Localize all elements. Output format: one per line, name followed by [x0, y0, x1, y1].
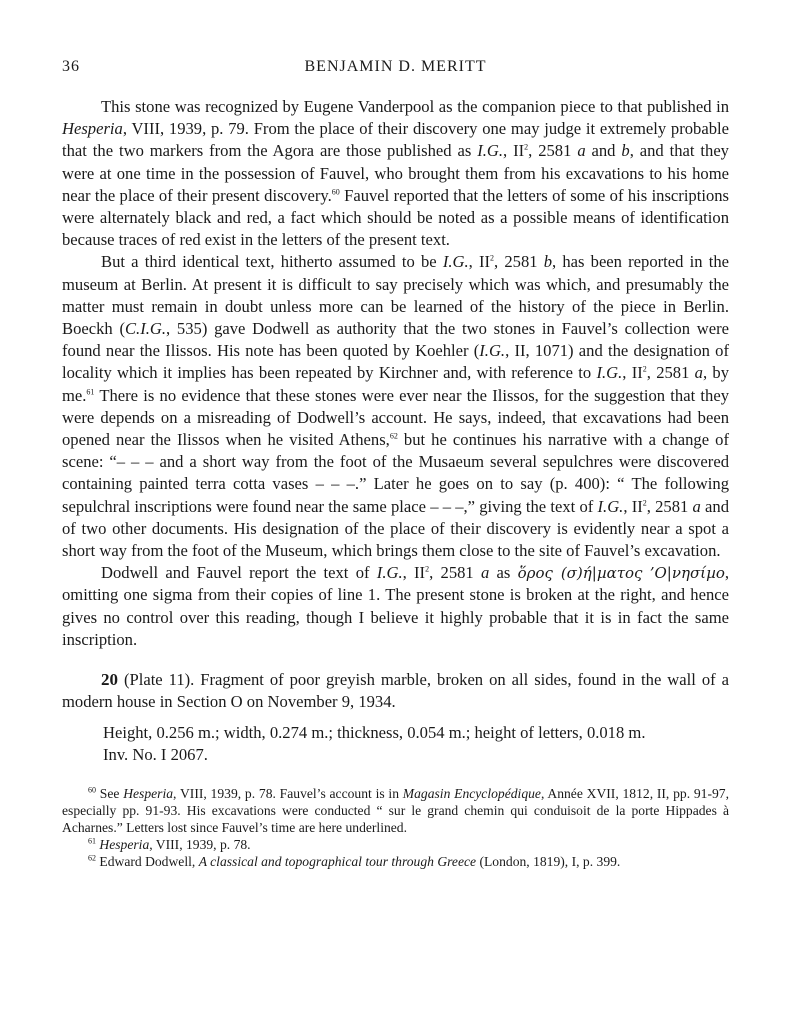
footnote-ref-62: 62 [389, 431, 398, 441]
body-text [62, 96, 729, 651]
footnotes [62, 785, 729, 870]
catalog-entry [62, 669, 729, 766]
footnote-ref-60: 60 [331, 187, 340, 197]
footnote-61: $^{61}$ Hesperia, VIII, 1939, p. 78. [88, 836, 251, 853]
entry-number: 20 [101, 670, 118, 690]
paragraph-2: But a third identical text, hitherto assumed to be I.G., $II^2$, 2581 b, has been reported in the museum at Berlin. At present it is difficult to say precisely which was which, and presumably the matter must remain in doubt unless more can be learned of the history of the piece in Berlin. Boeckh (C.I.G., 535) gave Dodwell as authority that the two stones in Fauvel’s collection were found near the Ilissos. His note has been quoted by Koehler (I.G., II, 1071) and the designation of locality which it implies has been repeated by Kirchner and, with reference to I.G., $II^2$, 2581 a, by me.$^{61}$ There is no evidence that these stones were ever near the Ilissos, for the suggestion that they were depends on a misreading of Dodwell’s account. He says, indeed, that excavations had been opened near the Ilissos when he visited Athens,$^{62}$ but he continues his narrative with a change of scene: “– – – and a short way from the foot of the Musaeum several sepulchres were discovered containing painted terra cotta vases – – –.” Later he goes on to say (p. 400): “ The following sepulchral inscriptions were found near the same place – – –,” giving the text of I.G., $II^2$, 2581 a and of two other documents. His designation of the place of their discovery is evidently near a spot a short way from the foot of the Museum, which brings them close to the site of Fauvel’s excavation. [62, 252, 729, 561]
page-header [62, 58, 729, 80]
paragraph-1: This stone was recognized by Eugene Vanderpool as the companion piece to that published in Hesperia, VIII, 1939, p. 79. From the place of their discovery one may judge it extremely probable that the two markers from the Agora are those published as I.G., $II^2$, 2581 a and b, and that they were at one time in the possession of Fauvel, who brought them from his excavations to his home near the place of their present discovery.$^{60}$ Fauvel reported that the letters of some of his inscriptions were alternately black and red, a fact which should be noted as a possible means of identification because traces of red exist in the letters of the present text. [62, 97, 729, 250]
running-head: BENJAMIN D. MERITT [304, 58, 487, 75]
paragraph-3: Dodwell and Fauvel report the text of I.G., $II^2$, 2581 a as ὅρος (σ)ή|µατος ’Ο|νησίµο, omitting one sigma from their copies of line 1. The present stone is broken at the right, and hence gives no control over this reading, though I believe it highly probable that it is in fact the same inscription. [62, 563, 729, 649]
greek-text: ’Ο|νησίµο [649, 564, 725, 583]
entry-inventory: Inv. No. I 2067. [103, 745, 208, 765]
entry-description: 20 (Plate 11). Fragment of poor greyish marble, broken on all sides, found in the wall of a modern house in Section O on November 9, 1934. [62, 670, 729, 712]
footnote-62: $^{62}$ Edward Dodwell, A classical and topographical tour through Greece (London, 1819), I, p. 399. [88, 853, 621, 870]
page-number: 36 [62, 58, 80, 75]
footnote-ref-61: 61 [86, 387, 95, 397]
footnote-60: $^{60}$ See Hesperia, VIII, 1939, p. 78. Fauvel’s account is in Magasin Encyclopédique, Année XVII, 1812, II, pp. 91-97, especially pp. 91-93. His excavations were conducted “ sur le grand chemin qui conduisoit de la porte Hippades à Acharnes.” Letters lost since Fauvel’s time are here underlined. [62, 785, 729, 836]
greek-text: ὅρος (σ)ή|µατος [517, 564, 643, 583]
page [62, 58, 729, 870]
entry-dimensions: Height, 0.256 m.; width, 0.274 m.; thickness, 0.054 m.; height of letters, 0.018 m. [103, 723, 646, 743]
